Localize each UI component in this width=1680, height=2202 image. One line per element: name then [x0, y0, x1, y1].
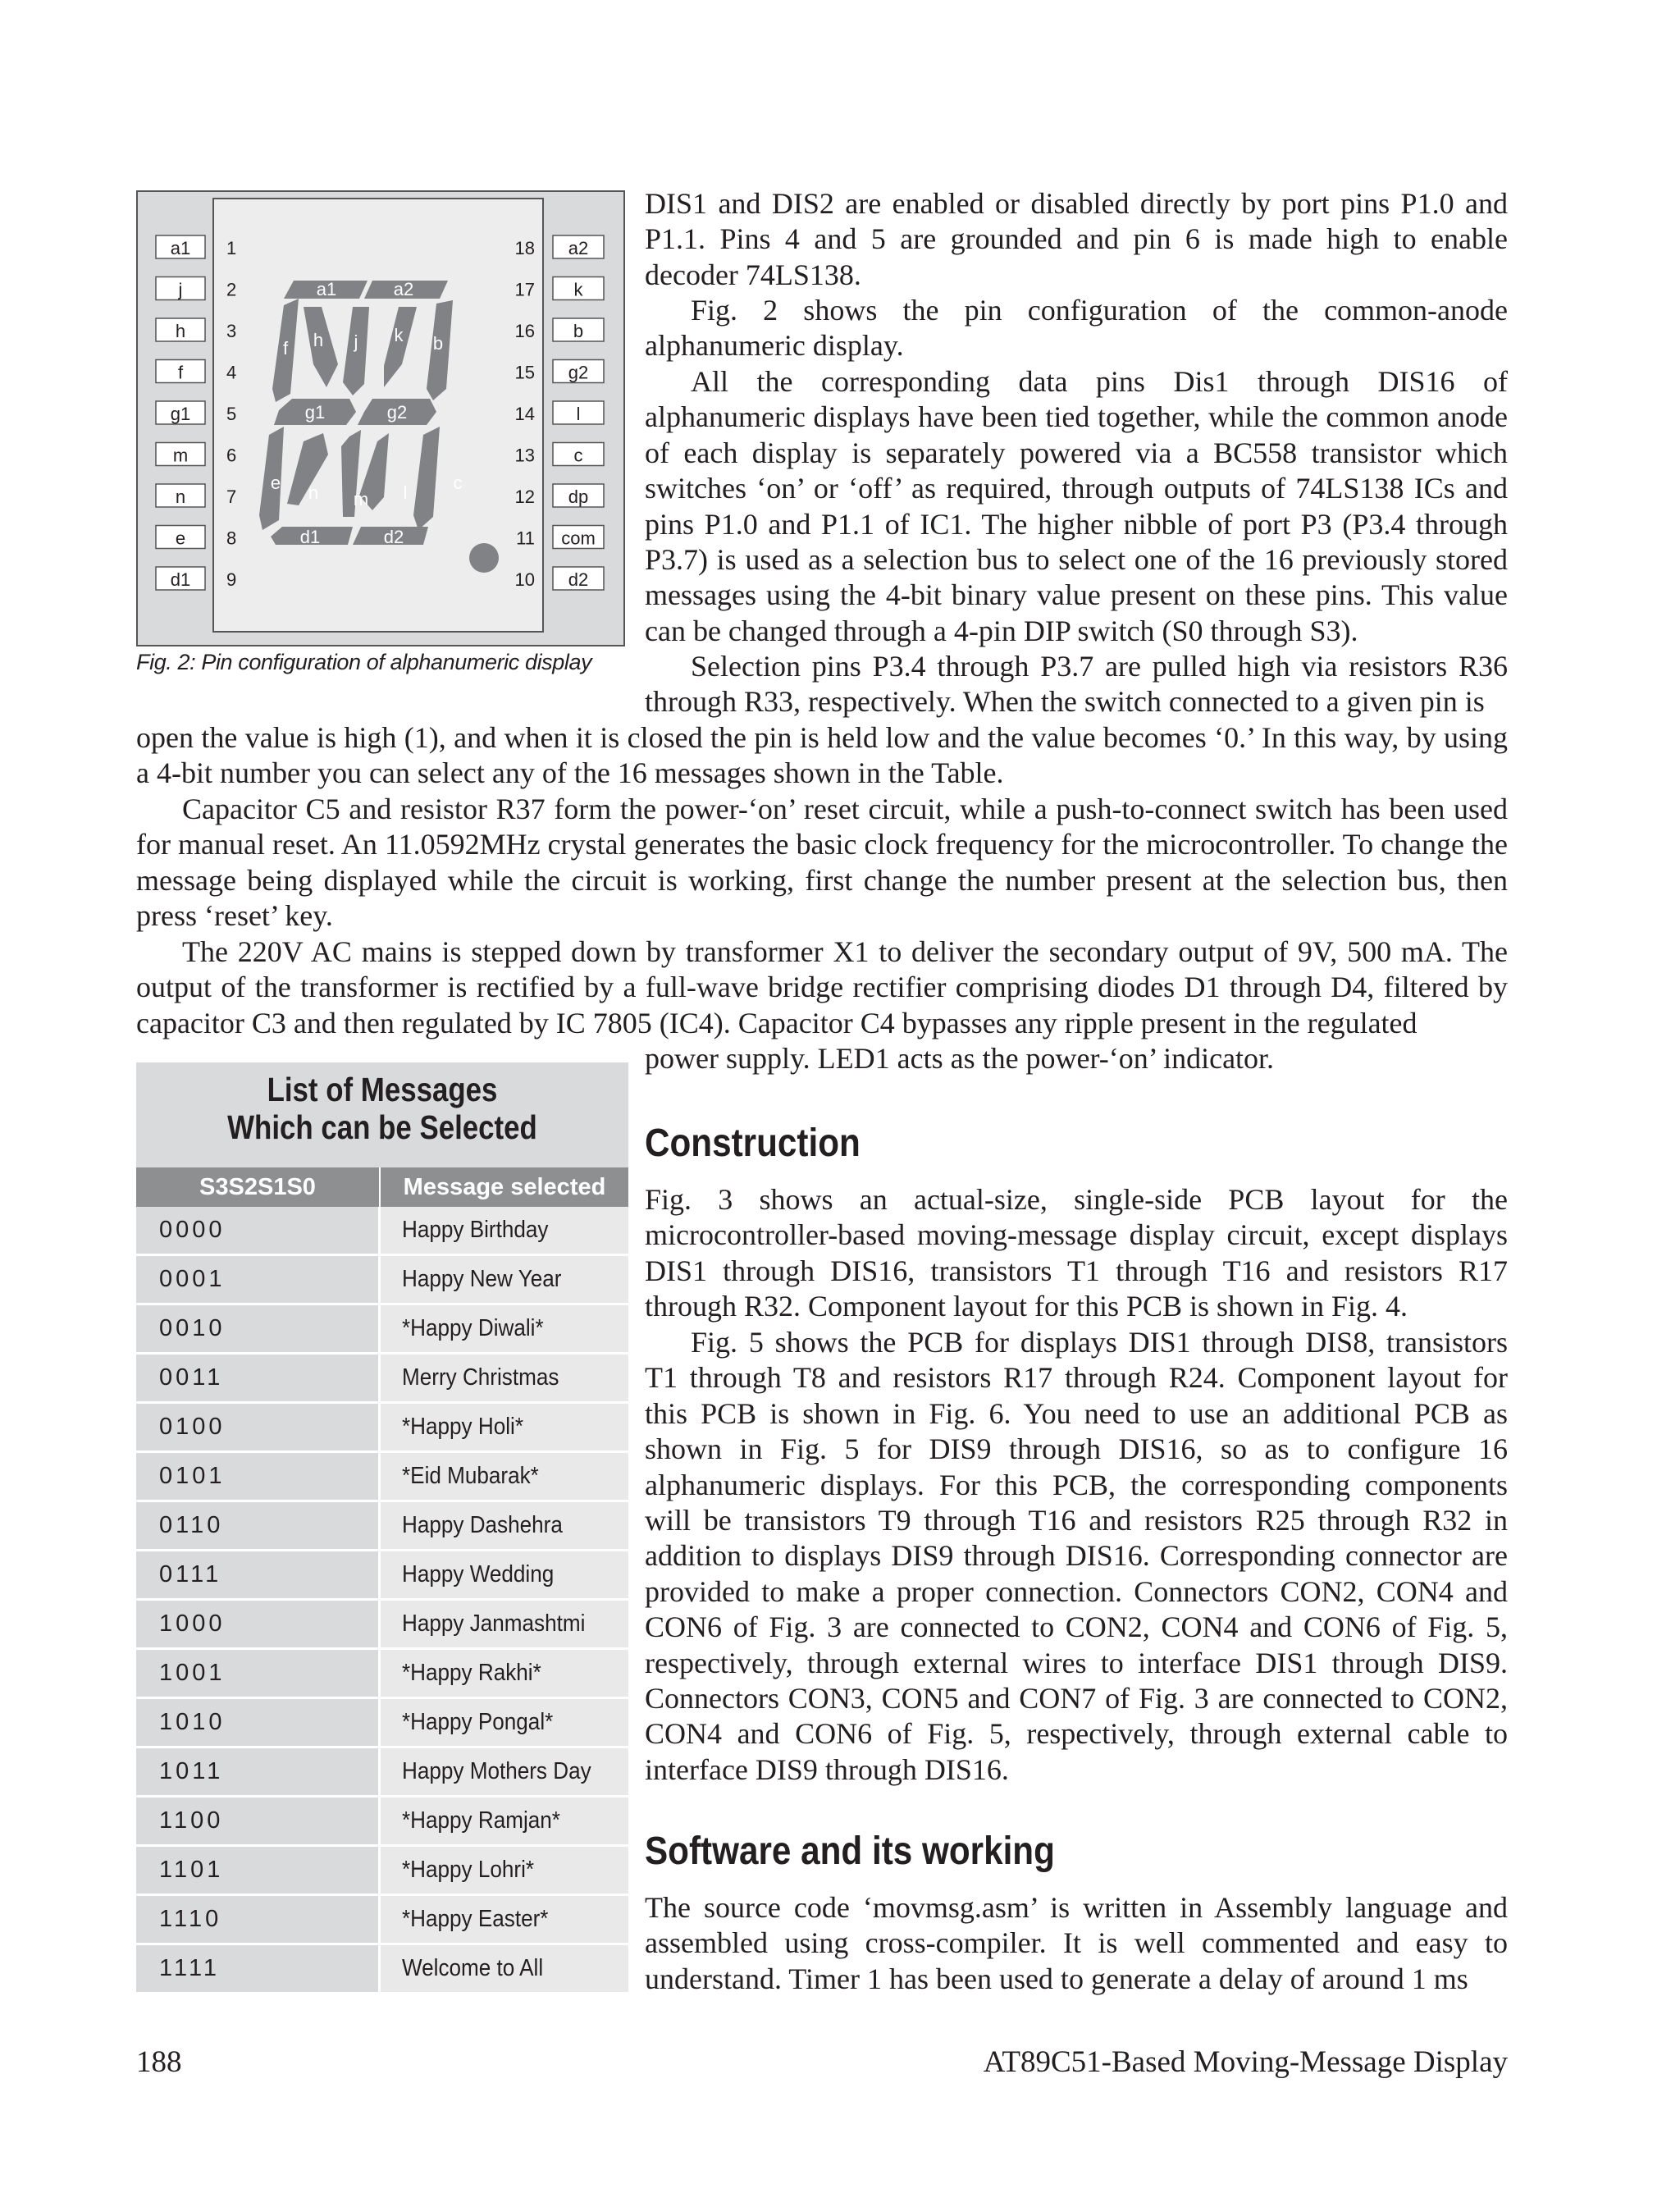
- table-cell-code: 0110: [136, 1502, 381, 1549]
- pin-number-10: 10: [514, 569, 535, 590]
- table-cell-message-text: *Happy Holi*: [402, 1414, 523, 1440]
- pin-label-3: h: [175, 321, 186, 341]
- table-cell-code: 1100: [136, 1798, 381, 1844]
- table-cell-message-text: Happy Wedding: [402, 1561, 555, 1588]
- table-row: [136, 1502, 628, 1551]
- pin-number-17: 17: [514, 279, 535, 300]
- segment-label-m: m: [353, 489, 369, 509]
- table-cell-message: [381, 1748, 628, 1795]
- table-cell-message: [381, 1896, 628, 1943]
- pin-label-8: e: [175, 528, 186, 549]
- table-cell-code: 0001: [136, 1256, 381, 1303]
- table-row: [136, 1404, 628, 1453]
- software-heading: [645, 1829, 1111, 1874]
- table-row: [136, 1601, 628, 1650]
- paragraph-selection-pins: Selection pins P3.4 through P3.7 are pulled high via resistors R36 through R33, respectively. When the switch connected to a given pin is: [645, 650, 1508, 719]
- table-cell-code: 1010: [136, 1699, 381, 1746]
- pin-number-12: 12: [514, 487, 535, 507]
- paragraph-power-supply: The 220V AC mains is stepped down by transformer X1 to deliver the secondary output of 9V, 500 mA. The output of the transformer is rectified by a full-wave bridge rectifier comprising diodes D1 through D4, filtered by capacitor C3 and then regulated by IC 7805 (IC4). Capacitor C4 bypasses any ripple present in the regulated: [136, 935, 1508, 1039]
- paragraph-construction-1: Fig. 3 shows an actual-size, single-side PCB layout for the microcontroller-based moving-message display circuit, except displays DIS1 through DIS16, transistors T1 through T16 and resistors R17 through R32. Component layout for this PCB is shown in Fig. 4.: [645, 1183, 1508, 1323]
- table-row: [136, 1748, 628, 1798]
- pin-number-11: 11: [516, 528, 535, 549]
- table-cell-message: [381, 1305, 628, 1352]
- table-cell-message-text: Happy New Year: [402, 1266, 562, 1292]
- table-row: [136, 1650, 628, 1699]
- pin-number-4: 4: [226, 362, 237, 383]
- segment-label-c: c: [453, 473, 463, 493]
- pin-number-3: 3: [226, 321, 237, 341]
- table-cell-code: 1110: [136, 1896, 381, 1943]
- table-row: [136, 1798, 628, 1847]
- table-cell-message-text: Happy Mothers Day: [402, 1758, 591, 1784]
- table-cell-code: 1001: [136, 1650, 381, 1697]
- segment-label-j: j: [354, 331, 358, 352]
- table-cell-message-text: *Eid Mubarak*: [402, 1463, 539, 1489]
- table-cell-message-text: Happy Janmashtmi: [402, 1610, 586, 1637]
- pin-configuration-figure: [136, 190, 625, 646]
- pin-number-5: 5: [226, 404, 237, 424]
- message-table: [136, 1062, 628, 1994]
- paragraph-fig2: Fig. 2 shows the pin configuration of the common-anode alphanumeric display.: [645, 294, 1508, 363]
- table-row: [136, 1305, 628, 1355]
- segment-label-h: h: [313, 330, 324, 350]
- pin-label-11: com: [561, 528, 596, 549]
- table-header-code: S3S2S1S0: [136, 1167, 381, 1207]
- table-row: [136, 1847, 628, 1896]
- table-cell-message-text: *Happy Pongal*: [402, 1709, 554, 1735]
- segment-label-d1: d1: [299, 527, 321, 547]
- table-cell-message: [381, 1798, 628, 1844]
- segment-label-k: k: [394, 325, 404, 345]
- pin-label-18: a2: [568, 238, 589, 258]
- table-header: [136, 1167, 628, 1207]
- segment-label-l: l: [403, 482, 408, 503]
- pin-number-1: 1: [226, 238, 237, 258]
- table-title: [136, 1062, 628, 1158]
- table-cell-message: [381, 1355, 628, 1401]
- table-row: [136, 1355, 628, 1404]
- table-header-message: Message selected: [403, 1173, 606, 1200]
- table-row: [136, 1896, 628, 1945]
- paragraph-power-supply-end: power supply. LED1 acts as the power-‘on’ indicator.: [645, 1042, 1275, 1075]
- pin-number-18: 18: [514, 238, 535, 258]
- running-title: AT89C51-Based Moving-Message Display: [983, 2045, 1508, 2079]
- pin-number-8: 8: [226, 528, 237, 549]
- pin-label-6: m: [172, 445, 189, 466]
- table-cell-message: [381, 1945, 628, 1992]
- table-cell-message: [381, 1404, 628, 1450]
- segment-label-e: e: [270, 473, 281, 493]
- pin-number-9: 9: [226, 569, 237, 590]
- table-cell-message-text: Happy Birthday: [402, 1217, 549, 1243]
- table-title-gap: [136, 1158, 628, 1167]
- table-title-line2: Which can be Selected: [227, 1108, 537, 1146]
- construction-heading-text: Construction: [645, 1122, 861, 1165]
- paragraph-reset: Capacitor C5 and resistor R37 form the power-‘on’ reset circuit, while a push-to-connect switch has been used for manual reset. An 11.0592MHz crystal generates the basic clock frequency for the microcontroller. To change the message being displayed while the circuit is working, first change the number present at the selection bus, then press ‘reset’ key.: [136, 793, 1508, 933]
- pin-label-12: dp: [568, 487, 589, 507]
- paragraph-software: The source code ‘movmsg.asm’ is written in Assembly language and assembled using cross-compiler. It is well commented and easy to understand. Timer 1 has been used to generate a delay of around 1 ms: [645, 1891, 1508, 1995]
- segment-label-a1: a1: [316, 279, 337, 299]
- table-cell-code: 0101: [136, 1453, 381, 1500]
- paragraph-selection-cont: open the value is high (1), and when it is closed the pin is held low and the value becomes ‘0.’ In this way, by using a 4-bit number you can select any of the 16 messages shown in the Table.: [136, 721, 1508, 790]
- table-body: [136, 1207, 628, 1994]
- pin-label-7: n: [175, 487, 186, 507]
- table-cell-message-text: *Happy Lohri*: [402, 1857, 535, 1883]
- segment-label-f: f: [282, 338, 289, 359]
- table-cell-message: [381, 1256, 628, 1303]
- table-cell-code: 1111: [136, 1945, 381, 1992]
- table-row: [136, 1207, 628, 1256]
- table-cell-message-text: *Happy Ramjan*: [402, 1807, 560, 1834]
- paragraph-data-pins: All the corresponding data pins Dis1 through DIS16 of alphanumeric displays have been tied together, while the common anode of each display is separately powered via a BC558 transistor which switches ‘on’ or ‘off’ as required, through outputs of 74LS138 ICs and pins P1.0 and P1.1 of IC1. The higher nibble of port P3 (P3.4 through P3.7) is used as a selection bus to select one of the 16 previously stored messages using the 4-bit binary value present on these pins. This value can be changed through a 4-pin DIP switch (S0 through S3).: [645, 365, 1508, 647]
- table-row: [136, 1945, 628, 1994]
- pin-label-9: d1: [170, 569, 191, 590]
- pin-label-17: k: [573, 279, 583, 300]
- table-cell-message-text: Happy Dashehra: [402, 1512, 563, 1538]
- segment-label-n: n: [308, 482, 319, 503]
- software-heading-text: Software and its working: [645, 1830, 1055, 1873]
- table-cell-message-text: *Happy Diwali*: [402, 1315, 544, 1341]
- pin-label-10: d2: [568, 569, 589, 590]
- construction-heading: [645, 1121, 890, 1166]
- pin-number-7: 7: [226, 487, 237, 507]
- pin-label-15: g2: [568, 362, 589, 383]
- table-cell-message: [381, 1650, 628, 1697]
- table-cell-message: [381, 1502, 628, 1549]
- pin-label-2: j: [178, 279, 183, 300]
- table-row: [136, 1256, 628, 1305]
- table-cell-code: 0010: [136, 1305, 381, 1352]
- segment-label-b: b: [432, 333, 444, 354]
- table-row: [136, 1699, 628, 1748]
- pin-label-13: c: [573, 445, 583, 466]
- table-cell-code: 0000: [136, 1207, 381, 1254]
- paragraph-dis-enable: DIS1 and DIS2 are enabled or disabled directly by port pins P1.0 and P1.1. Pins 4 and 5 are grounded and pin 6 is made high to enable decoder 74LS138.: [645, 187, 1508, 291]
- pin-number-15: 15: [514, 362, 535, 383]
- segment-dp: [469, 543, 499, 573]
- table-cell-message: [381, 1847, 628, 1894]
- alphanumeric-display-diagram: [138, 192, 623, 645]
- table-cell-message-text: *Happy Easter*: [402, 1906, 549, 1932]
- paragraph-construction-2: Fig. 5 shows the PCB for displays DIS1 through DIS8, transistors T1 through T8 and resistors R17 through R24. Component layout for this PCB is shown in Fig. 6. You need to use an additional PCB as shown in Fig. 5 for DIS9 through DIS16, so as to configure 16 alphanumeric displays. For this PCB, the corresponding components will be transistors T9 through T16 and resistors R25 through R32 in addition to displays DIS9 through DIS16. Corresponding connector are provided to make a proper connection. Connectors CON2, CON4 and CON6 of Fig. 3 are connected to CON2, CON4 and CON6 of Fig. 5, respectively, through external wires to interface DIS1 through DIS9. Connectors CON3, CON5 and CON7 of Fig. 3 are connected to CON2, CON4 and CON6 of Fig. 5, respectively, through external cable to interface DIS9 through DIS16.: [645, 1326, 1508, 1786]
- pin-label-14: l: [576, 404, 581, 424]
- segment-label-d2: d2: [383, 527, 404, 547]
- pin-number-6: 6: [226, 445, 237, 466]
- table-cell-message: [381, 1601, 628, 1647]
- table-cell-code: 1101: [136, 1847, 381, 1894]
- table-cell-code: 0111: [136, 1551, 381, 1598]
- table-cell-message: [381, 1551, 628, 1598]
- figure-caption: Fig. 2: Pin configuration of alphanumeric display: [136, 650, 592, 674]
- table-cell-message: [381, 1453, 628, 1500]
- page-number: 188: [136, 2045, 182, 2079]
- table-cell-message-text: *Happy Rakhi*: [402, 1660, 541, 1686]
- table-cell-code: 0011: [136, 1355, 381, 1401]
- table-cell-code: 1011: [136, 1748, 381, 1795]
- table-cell-message: [381, 1207, 628, 1254]
- table-title-line1: List of Messages: [267, 1071, 498, 1108]
- pin-label-5: g1: [170, 404, 191, 424]
- segment-label-a2: a2: [393, 279, 414, 299]
- pin-number-13: 13: [514, 445, 535, 466]
- pin-number-2: 2: [226, 279, 237, 300]
- table-row: [136, 1551, 628, 1601]
- segment-label-g1: g1: [304, 402, 326, 423]
- table-cell-message: [381, 1699, 628, 1746]
- pin-label-4: f: [177, 362, 184, 383]
- pin-number-16: 16: [514, 321, 535, 341]
- pin-number-14: 14: [514, 404, 535, 424]
- table-cell-message-text: Welcome to All: [402, 1955, 544, 1981]
- segment-label-g2: g2: [386, 402, 408, 423]
- table-cell-code: 0100: [136, 1404, 381, 1450]
- table-cell-code: 1000: [136, 1601, 381, 1647]
- table-cell-message-text: Merry Christmas: [402, 1364, 559, 1391]
- table-row: [136, 1453, 628, 1502]
- pin-label-1: a1: [170, 238, 191, 258]
- pin-label-16: b: [573, 321, 584, 341]
